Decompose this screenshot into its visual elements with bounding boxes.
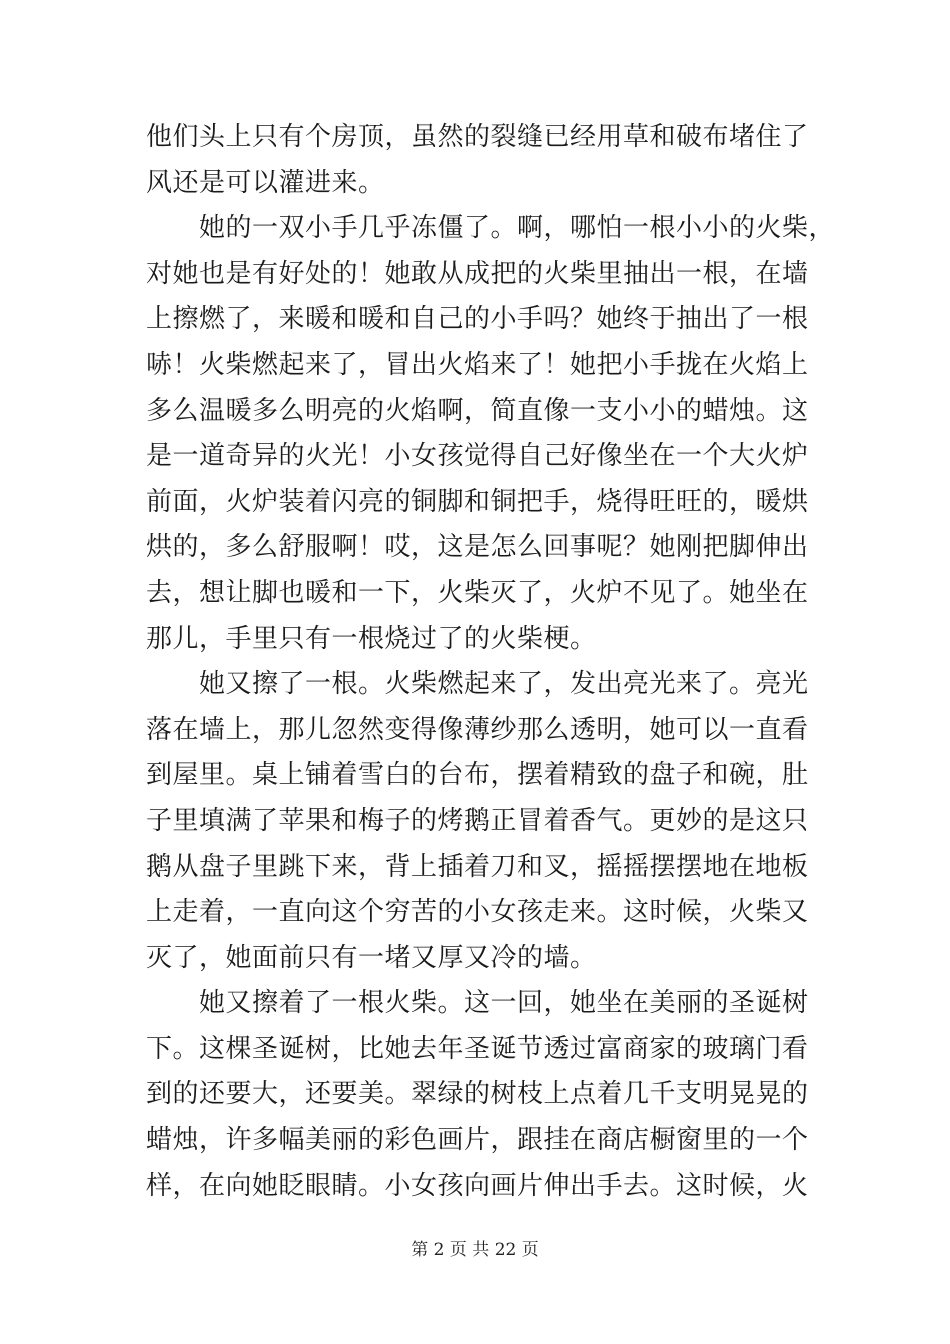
page-number-footer: 第 2 页 共 22 页 [411,1240,539,1260]
text-line: 他们头上只有个房顶，虽然的裂缝已经用草和破布堵住了 [146,122,809,152]
text-line: 子里填满了苹果和梅子的烤鹅正冒着香气。更妙的是这只 [146,805,809,836]
text-line: 上擦燃了，来暖和暖和自己的小手吗？她终于抽出了一根 [146,304,809,335]
text-line: 烘的，多么舒服啊！哎，这是怎么回事呢？她刚把脚伸出 [146,532,809,563]
text-line: 她又擦着了一根火柴。这一回，她坐在美丽的圣诞树 [146,988,809,1019]
text-line: 多么温暖多么明亮的火焰啊，简直像一支小小的蜡烛。这 [146,395,809,426]
text-line: 那儿，手里只有一根烧过了的火柴梗。 [146,623,597,654]
text-line: 去，想让脚也暖和一下，火柴灭了，火炉不见了。她坐在 [146,577,809,608]
text-line: 前面，火炉装着闪亮的铜脚和铜把手，烧得旺旺的，暖烘 [146,486,809,517]
text-line: 灭了，她面前只有一堵又厚又冷的墙。 [146,942,597,973]
text-line: 蜡烛，许多幅美丽的彩色画片，跟挂在商店橱窗里的一个 [146,1125,809,1156]
text-line: 到屋里。桌上铺着雪白的台布，摆着精致的盘子和碗，肚 [146,760,809,791]
text-line: 上走着，一直向这个穷苦的小女孩走来。这时候，火柴又 [146,897,809,928]
body-text [146,115,836,1209]
text-line: 哧！火柴燃起来了，冒出火焰来了！她把小手拢在火焰上 [146,349,809,380]
text-line: 样，在向她眨眼睛。小女孩向画片伸出手去。这时候，火 [146,1170,809,1201]
text-line: 是一道奇异的火光！小女孩觉得自己好像坐在一个大火炉 [146,441,809,472]
text-line: 她的一双小手几乎冻僵了。啊，哪怕一根小小的火柴， [146,213,836,244]
text-line: 下。这棵圣诞树，比她去年圣诞节透过富商家的玻璃门看 [146,1033,809,1064]
text-line: 鹅从盘子里跳下来，背上插着刀和叉，摇摇摆摆地在地板 [146,851,809,882]
text-line: 到的还要大，还要美。翠绿的树枝上点着几千支明晃晃的 [146,1079,809,1110]
text-line: 落在墙上，那儿忽然变得像薄纱那么透明，她可以一直看 [146,714,809,745]
text-line: 对她也是有好处的！她敢从成把的火柴里抽出一根，在墙 [146,258,809,289]
text-line: 风还是可以灌进来。 [146,167,385,198]
text-line: 她又擦了一根。火柴燃起来了，发出亮光来了。亮光 [146,669,809,700]
